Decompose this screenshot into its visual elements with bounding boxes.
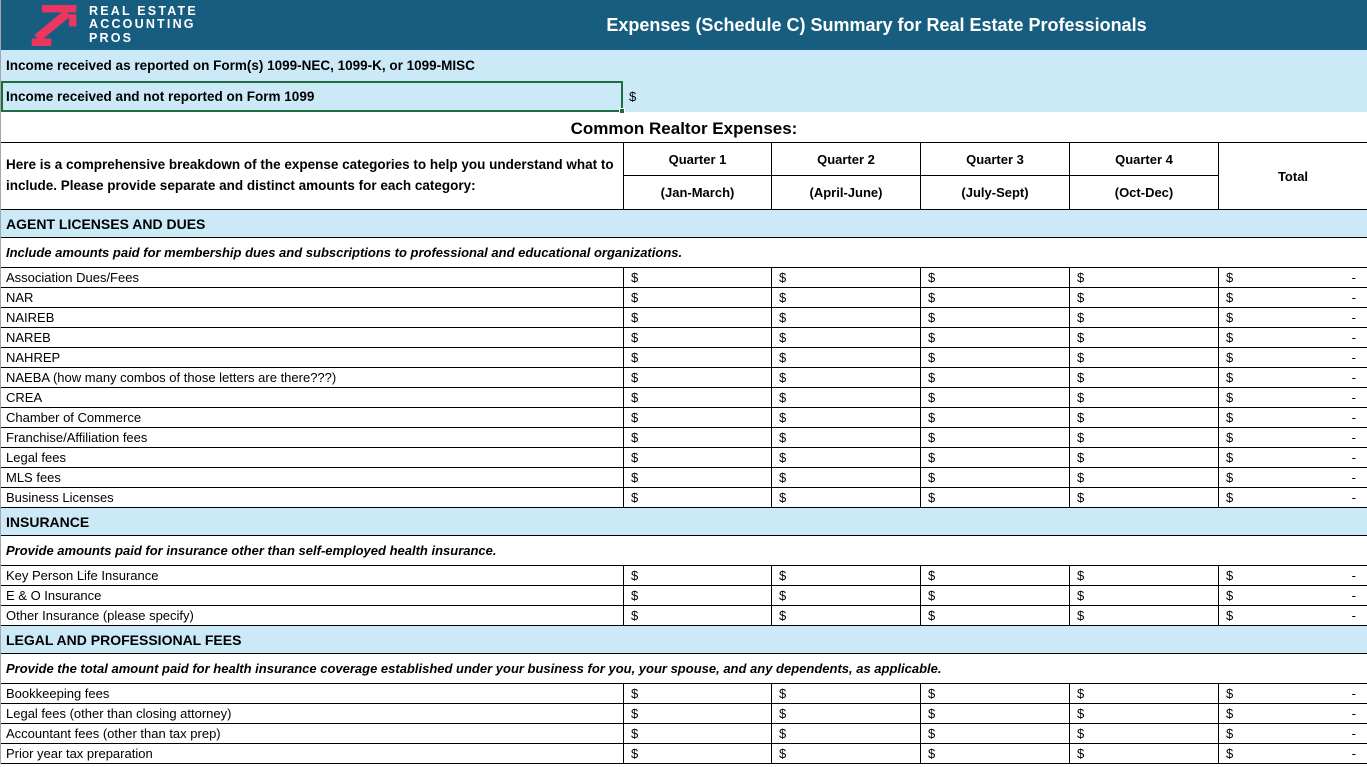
- expense-row: [1, 288, 1367, 308]
- currency-symbol: $: [779, 290, 787, 305]
- total-cell: [1218, 288, 1367, 307]
- amount-cell-q4[interactable]: [1069, 428, 1218, 447]
- quarter-2-label: Quarter 2: [772, 143, 920, 176]
- expense-row: [1, 328, 1367, 348]
- currency-symbol: $: [1077, 390, 1085, 405]
- expense-row: [1, 428, 1367, 448]
- amount-cell-q4[interactable]: [1069, 744, 1218, 763]
- currency-symbol: $: [1077, 330, 1085, 345]
- currency-symbol: $: [631, 410, 639, 425]
- amount-cell-q4[interactable]: [1069, 606, 1218, 625]
- expense-label: Bookkeeping fees: [6, 686, 110, 701]
- section-instruction: Provide amounts paid for insurance other than self-employed health insurance.: [6, 543, 497, 558]
- expense-label: Franchise/Affiliation fees: [6, 430, 148, 445]
- amount-cell-q3[interactable]: [920, 704, 1069, 723]
- amount-cell-q2[interactable]: [771, 308, 920, 327]
- amount-cell-q2[interactable]: [771, 448, 920, 467]
- total-value: -: [1351, 310, 1356, 325]
- section-instruction-row: [1, 654, 1367, 684]
- amount-cell-q2[interactable]: [771, 586, 920, 605]
- expense-label: Legal fees: [6, 450, 66, 465]
- logo: [1, 0, 386, 50]
- currency-symbol: $: [1226, 290, 1234, 305]
- amount-cell-q3[interactable]: [920, 448, 1069, 467]
- section-header-row: [1, 210, 1367, 238]
- total-cell: [1218, 566, 1367, 585]
- amount-cell-q3[interactable]: [920, 724, 1069, 743]
- currency-symbol: $: [631, 706, 639, 721]
- expense-label: NAHREP: [6, 350, 61, 365]
- currency-symbol: $: [631, 310, 639, 325]
- amount-cell-q2[interactable]: [771, 428, 920, 447]
- currency-symbol: $: [1226, 588, 1234, 603]
- quarter-3-header: [920, 143, 1069, 209]
- amount-cell-q2[interactable]: [771, 744, 920, 763]
- amount-cell-q3[interactable]: [920, 606, 1069, 625]
- currency-symbol: $: [1077, 410, 1085, 425]
- quarter-4-header: [1069, 143, 1218, 209]
- currency-symbol: $: [1226, 330, 1234, 345]
- currency-symbol: $: [1077, 450, 1085, 465]
- income-reported-label: Income received as reported on Form(s) 1099-NEC, 1099-K, or 1099-MISC: [6, 58, 475, 73]
- currency-symbol: $: [1077, 706, 1085, 721]
- amount-cell-q1[interactable]: [623, 684, 771, 703]
- currency-symbol: $: [779, 350, 787, 365]
- section-title: INSURANCE: [6, 513, 90, 530]
- total-header: Total: [1218, 143, 1367, 209]
- currency-symbol: $: [1077, 746, 1085, 761]
- amount-cell-q4[interactable]: [1069, 328, 1218, 347]
- currency-symbol: $: [1077, 350, 1085, 365]
- fill-handle[interactable]: [619, 108, 625, 114]
- expense-label: NAIREB: [6, 310, 55, 325]
- income-not-reported-input[interactable]: [1, 81, 623, 112]
- currency-symbol: $: [1226, 350, 1234, 365]
- amount-cell-q1[interactable]: [623, 288, 771, 307]
- expense-label: Accountant fees (other than tax prep): [6, 726, 221, 741]
- currency-symbol: $: [779, 370, 787, 385]
- amount-cell-q4[interactable]: [1069, 268, 1218, 287]
- amount-cell-q2[interactable]: [771, 704, 920, 723]
- currency-symbol: $: [779, 608, 787, 623]
- amount-cell-q1[interactable]: [623, 586, 771, 605]
- amount-cell-q1[interactable]: [623, 328, 771, 347]
- currency-symbol: $: [928, 430, 936, 445]
- currency-symbol: $: [1226, 490, 1234, 505]
- currency-symbol: $: [779, 588, 787, 603]
- amount-cell-q3[interactable]: [920, 744, 1069, 763]
- expense-label: Legal fees (other than closing attorney): [6, 706, 232, 721]
- currency-symbol: $: [1226, 270, 1234, 285]
- amount-cell-q2[interactable]: [771, 468, 920, 487]
- expense-row: [1, 488, 1367, 508]
- amount-cell-q4[interactable]: [1069, 468, 1218, 487]
- total-cell: [1218, 468, 1367, 487]
- currency-symbol: $: [928, 726, 936, 741]
- expense-row: [1, 704, 1367, 724]
- amount-cell-q3[interactable]: [920, 368, 1069, 387]
- logo-line-3: PROS: [89, 30, 134, 45]
- currency-symbol: $: [1077, 588, 1085, 603]
- amount-cell-q4[interactable]: [1069, 308, 1218, 327]
- total-value: -: [1351, 350, 1356, 365]
- amount-cell-q3[interactable]: [920, 428, 1069, 447]
- total-cell: [1218, 488, 1367, 507]
- total-value: -: [1351, 746, 1356, 761]
- section-header-row: [1, 626, 1367, 654]
- currency-symbol: $: [779, 726, 787, 741]
- section-instruction-row: [1, 536, 1367, 566]
- currency-symbol: $: [1226, 686, 1234, 701]
- currency-symbol: $: [631, 390, 639, 405]
- currency-symbol: $: [631, 290, 639, 305]
- amount-cell-q1[interactable]: [623, 408, 771, 427]
- total-value: -: [1351, 370, 1356, 385]
- amount-cell-q3[interactable]: [920, 268, 1069, 287]
- currency-symbol: $: [1226, 430, 1234, 445]
- expense-row: [1, 268, 1367, 288]
- amount-cell-q3[interactable]: [920, 488, 1069, 507]
- currency-symbol: $: [1226, 706, 1234, 721]
- logo-arrow-icon: [31, 5, 77, 46]
- currency-symbol: $: [631, 450, 639, 465]
- currency-symbol: $: [1077, 310, 1085, 325]
- section-instruction-row: [1, 238, 1367, 268]
- total-value: -: [1351, 470, 1356, 485]
- total-cell: [1218, 328, 1367, 347]
- currency-symbol: $: [1226, 390, 1234, 405]
- amount-cell-q3[interactable]: [920, 566, 1069, 585]
- total-cell: [1218, 308, 1367, 327]
- currency-symbol: $: [1226, 310, 1234, 325]
- expense-row: [1, 684, 1367, 704]
- currency-symbol: $: [631, 726, 639, 741]
- total-value: -: [1351, 270, 1356, 285]
- currency-symbol: $: [779, 686, 787, 701]
- amount-cell-q3[interactable]: [920, 586, 1069, 605]
- currency-symbol: $: [779, 410, 787, 425]
- total-cell: [1218, 268, 1367, 287]
- currency-symbol: $: [631, 270, 639, 285]
- currency-symbol: $: [1077, 470, 1085, 485]
- currency-symbol: $: [779, 390, 787, 405]
- total-value: -: [1351, 450, 1356, 465]
- expense-label: Chamber of Commerce: [6, 410, 142, 425]
- currency-symbol: $: [1226, 370, 1234, 385]
- expense-label: NAEBA (how many combos of those letters are there???): [6, 370, 337, 385]
- expense-row: [1, 724, 1367, 744]
- amount-cell-q2[interactable]: [771, 328, 920, 347]
- total-cell: [1218, 348, 1367, 367]
- amount-cell-q2[interactable]: [771, 288, 920, 307]
- page-title: Expenses (Schedule C) Summary for Real Estate Professionals: [606, 14, 1147, 35]
- amount-cell-q1[interactable]: [623, 428, 771, 447]
- currency-symbol: $: [1226, 470, 1234, 485]
- amount-cell-q3[interactable]: [920, 288, 1069, 307]
- amount-cell-q4[interactable]: [1069, 684, 1218, 703]
- expense-row: [1, 368, 1367, 388]
- total-value: -: [1351, 588, 1356, 603]
- currency-symbol: $: [1226, 726, 1234, 741]
- amount-cell-q1[interactable]: [623, 704, 771, 723]
- total-cell: [1218, 408, 1367, 427]
- total-cell: [1218, 388, 1367, 407]
- quarter-1-label: Quarter 1: [624, 143, 771, 176]
- expense-row: [1, 606, 1367, 626]
- logo-wordmark: [89, 5, 198, 46]
- amount-cell-q2[interactable]: [771, 566, 920, 585]
- amount-cell-q4[interactable]: [1069, 348, 1218, 367]
- expense-row: [1, 388, 1367, 408]
- amount-cell-q3[interactable]: [920, 328, 1069, 347]
- total-cell: [1218, 428, 1367, 447]
- amount-cell-q4[interactable]: [1069, 448, 1218, 467]
- currency-symbol: $: [1077, 568, 1085, 583]
- amount-cell-q1[interactable]: [623, 348, 771, 367]
- expense-row: [1, 408, 1367, 428]
- quarter-4-months: (Oct-Dec): [1114, 185, 1174, 200]
- currency-symbol: $: [928, 330, 936, 345]
- amount-cell-q2[interactable]: [771, 348, 920, 367]
- amount-cell-q2[interactable]: [771, 388, 920, 407]
- amount-cell-q1[interactable]: [623, 308, 771, 327]
- amount-cell-q2[interactable]: [771, 724, 920, 743]
- amount-cell-q4[interactable]: [1069, 288, 1218, 307]
- expense-row: [1, 586, 1367, 606]
- total-value: -: [1351, 490, 1356, 505]
- currency-symbol: $: [631, 568, 639, 583]
- expense-row: [1, 468, 1367, 488]
- amount-cell-q1[interactable]: [623, 468, 771, 487]
- logo-line-2: ACCOUNTING: [89, 17, 196, 32]
- currency-symbol: $: [1077, 686, 1085, 701]
- currency-symbol: $: [928, 310, 936, 325]
- currency-symbol: $: [631, 490, 639, 505]
- expense-label: Prior year tax preparation: [6, 746, 153, 761]
- expense-label: CREA: [6, 390, 43, 405]
- currency-symbol: $: [779, 270, 787, 285]
- quarter-2-months: (April-June): [809, 185, 883, 200]
- amount-cell-q2[interactable]: [771, 606, 920, 625]
- currency-symbol: $: [928, 390, 936, 405]
- amount-cell-q2[interactable]: [771, 268, 920, 287]
- amount-cell-q4[interactable]: [1069, 408, 1218, 427]
- expense-row: [1, 348, 1367, 368]
- total-cell: [1218, 448, 1367, 467]
- expense-label: Business Licenses: [6, 490, 114, 505]
- currency-symbol: $: [1226, 746, 1234, 761]
- currency-symbol: $: [1077, 490, 1085, 505]
- amount-cell-q3[interactable]: [920, 348, 1069, 367]
- expense-label: E & O Insurance: [6, 588, 102, 603]
- amount-cell-q4[interactable]: [1069, 368, 1218, 387]
- section-header-row: [1, 508, 1367, 536]
- expense-row: [1, 566, 1367, 586]
- currency-symbol: $: [1077, 608, 1085, 623]
- quarter-1-months: (Jan-March): [660, 185, 735, 200]
- currency-symbol: $: [779, 310, 787, 325]
- total-value: -: [1351, 290, 1356, 305]
- currency-symbol: $: [1077, 430, 1085, 445]
- expense-label: NAR: [6, 290, 34, 305]
- total-value: -: [1351, 608, 1356, 623]
- currency-symbol: $: [631, 330, 639, 345]
- amount-cell-q2[interactable]: [771, 488, 920, 507]
- currency-symbol: $: [779, 470, 787, 485]
- currency-symbol: $: [779, 706, 787, 721]
- total-value: -: [1351, 430, 1356, 445]
- amount-cell-q4[interactable]: [1069, 566, 1218, 585]
- total-value: -: [1351, 390, 1356, 405]
- currency-symbol: $: [779, 450, 787, 465]
- amount-cell-q1[interactable]: [623, 448, 771, 467]
- total-value: -: [1351, 568, 1356, 583]
- currency-symbol: $: [631, 350, 639, 365]
- section-instruction: Include amounts paid for membership dues and subscriptions to professional and educational organizations.: [6, 245, 683, 260]
- currency-symbol: $: [1077, 270, 1085, 285]
- total-cell: [1218, 586, 1367, 605]
- total-cell: [1218, 704, 1367, 723]
- currency-symbol: $: [779, 330, 787, 345]
- amount-cell-q1[interactable]: [623, 566, 771, 585]
- currency-symbol: $: [928, 450, 936, 465]
- amount-cell-q1[interactable]: [623, 268, 771, 287]
- section-title: LEGAL AND PROFESSIONAL FEES: [6, 631, 242, 648]
- expense-label: Association Dues/Fees: [6, 270, 139, 285]
- currency-symbol: $: [1077, 370, 1085, 385]
- amount-cell-q4[interactable]: [1069, 488, 1218, 507]
- total-cell: [1218, 744, 1367, 763]
- total-value: -: [1351, 330, 1356, 345]
- amount-cell-q4[interactable]: [1069, 586, 1218, 605]
- currency-symbol: $: [928, 686, 936, 701]
- currency-symbol: $: [1226, 568, 1234, 583]
- section-title: AGENT LICENSES AND DUES: [6, 215, 206, 232]
- total-value: -: [1351, 410, 1356, 425]
- currency-symbol: $: [779, 490, 787, 505]
- expense-label: Other Insurance (please specify): [6, 608, 194, 623]
- currency-symbol: $: [928, 608, 936, 623]
- quarter-1-header: [623, 143, 771, 209]
- amount-cell-q1[interactable]: [623, 724, 771, 743]
- currency-symbol: $: [631, 430, 639, 445]
- expenses-section-title: Common Realtor Expenses:: [570, 119, 798, 138]
- expense-table-body: [1, 210, 1367, 764]
- amount-cell-q3[interactable]: [920, 388, 1069, 407]
- quarter-3-months: (July-Sept): [961, 185, 1029, 200]
- total-value: -: [1351, 726, 1356, 741]
- total-cell: [1218, 684, 1367, 703]
- currency-symbol: $: [1077, 726, 1085, 741]
- amount-cell-q3[interactable]: [920, 468, 1069, 487]
- currency-symbol: $: [928, 290, 936, 305]
- logo-line-1: REAL ESTATE: [89, 3, 198, 18]
- amount-cell-q3[interactable]: [920, 684, 1069, 703]
- table-description: Here is a comprehensive breakdown of the expense categories to help you understand what to include. Please provide separate and distinct amounts for each category:: [6, 157, 614, 193]
- currency-symbol: $: [928, 490, 936, 505]
- currency-symbol: $: [631, 608, 639, 623]
- currency-symbol: $: [631, 746, 639, 761]
- expense-row: [1, 744, 1367, 764]
- currency-symbol: $: [631, 370, 639, 385]
- expense-label: Key Person Life Insurance: [6, 568, 159, 583]
- total-value: -: [1351, 686, 1356, 701]
- currency-symbol: $: [779, 568, 787, 583]
- currency-symbol: $: [928, 706, 936, 721]
- expense-row: [1, 448, 1367, 468]
- currency-symbol: $: [928, 270, 936, 285]
- amount-cell-q1[interactable]: [623, 606, 771, 625]
- expense-row: [1, 308, 1367, 328]
- income-not-reported-label: Income received and not reported on Form 1099: [6, 89, 315, 104]
- currency-symbol: $: [631, 470, 639, 485]
- currency-symbol: $: [1077, 290, 1085, 305]
- amount-cell-q3[interactable]: [920, 308, 1069, 327]
- total-value: -: [1351, 706, 1356, 721]
- currency-symbol: $: [779, 746, 787, 761]
- amount-cell-q1[interactable]: [623, 744, 771, 763]
- currency-symbol: $: [1226, 608, 1234, 623]
- currency-symbol: $: [631, 686, 639, 701]
- amount-cell-q3[interactable]: [920, 408, 1069, 427]
- currency-symbol: $: [631, 588, 639, 603]
- quarter-4-label: Quarter 4: [1070, 143, 1218, 176]
- amount-cell-q4[interactable]: [1069, 388, 1218, 407]
- income-reported-row[interactable]: [1, 50, 1367, 81]
- currency-symbol: $: [629, 89, 637, 104]
- currency-symbol: $: [928, 746, 936, 761]
- amount-cell-q1[interactable]: [623, 388, 771, 407]
- amount-cell-q2[interactable]: [771, 368, 920, 387]
- expense-label: MLS fees: [6, 470, 61, 485]
- currency-symbol: $: [928, 350, 936, 365]
- expense-label: NAREB: [6, 330, 51, 345]
- total-cell: [1218, 368, 1367, 387]
- currency-symbol: $: [779, 430, 787, 445]
- income-not-reported-row: [1, 81, 1367, 112]
- currency-symbol: $: [928, 568, 936, 583]
- quarter-3-label: Quarter 3: [921, 143, 1069, 176]
- currency-symbol: $: [928, 370, 936, 385]
- currency-symbol: $: [928, 588, 936, 603]
- amount-cell-q1[interactable]: [623, 368, 771, 387]
- amount-cell-q4[interactable]: [1069, 724, 1218, 743]
- currency-symbol: $: [1226, 450, 1234, 465]
- currency-symbol: $: [1226, 410, 1234, 425]
- section-instruction: Provide the total amount paid for health insurance coverage established under your business for you, your spouse, and any dependents, as applicable.: [6, 661, 942, 676]
- amount-cell-q2[interactable]: [771, 408, 920, 427]
- total-cell: [1218, 606, 1367, 625]
- currency-symbol: $: [928, 470, 936, 485]
- amount-cell-q4[interactable]: [1069, 704, 1218, 723]
- amount-cell-q1[interactable]: [623, 488, 771, 507]
- amount-cell-q2[interactable]: [771, 684, 920, 703]
- header-bar: [1, 0, 1367, 50]
- total-cell: [1218, 724, 1367, 743]
- table-header: [1, 142, 1367, 210]
- currency-symbol: $: [928, 410, 936, 425]
- quarter-2-header: [771, 143, 920, 209]
